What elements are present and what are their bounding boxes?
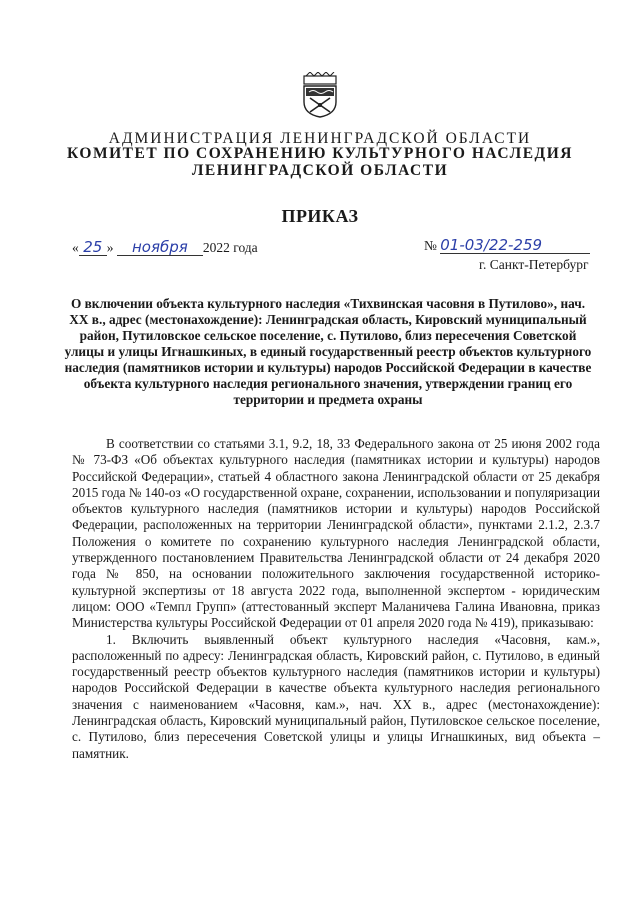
number-prefix: №: [424, 238, 437, 253]
order-date: [72, 240, 258, 256]
document-title: ПРИКАЗ: [281, 206, 359, 226]
order-city: г. Санкт-Петербург: [479, 257, 589, 272]
date-close-quote: »: [106, 240, 114, 255]
number-value: 01-03/22-259: [440, 236, 543, 254]
date-year: 2022 года: [202, 240, 258, 255]
date-open-quote: «: [72, 240, 79, 255]
order-number: [424, 238, 590, 254]
committee-region: ЛЕНИНГРАДСКОЙ ОБЛАСТИ: [191, 162, 449, 179]
administration-name: АДМИНИСТРАЦИЯ ЛЕНИНГРАДСКОЙ ОБЛАСТИ: [108, 130, 532, 147]
date-month: ноября: [131, 238, 188, 256]
body-paragraph-2: 1. Включить выявленный объект культурного наследия «Часовня, кам.», расположенный по адресу: Ленинградская область, Кировский район, с. Путилово, в единый государственный реестр объектов культурного наследия (памятников истории и культуры) народов Российской Федерации в качестве объекта культурного наследия регионального значения с наименованием «Часовня, кам.», нач. XX в., адрес (местонахождение): Ленинградская область, Кировский муниципальный район, Путиловское сельское поселение, с. Путилово, близ пересечения Советской улицы и улицы Игнашкиных, вид объекта – памятник.: [72, 631, 600, 761]
date-day: 25: [83, 238, 103, 256]
body-paragraph-1: В соответствии со статьями 3.1, 9.2, 18, 33 Федерального закона от 25 июня 2002 года № 73-ФЗ «Об объектах культурного наследия (памятниках истории и культуры) народов Российской Федерации», статьей 4 областного закона Ленинградской области от 25 декабря 2015 года № 140-оз «О государственной охране, сохранении, использовании и популяризации объектов культурного наследия (памятников истории и культуры) народов Российской Федерации, расположенных на территории Ленинградской области», пунктами 2.1.2, 2.3.7 Положения о комитете по сохранению культурного наследия Ленинградской области, утвержденного постановлением Правительства Ленинградской области от 24 декабря 2020 года № 850, на основании положительного заключения государственной историко-культурной экспертизы от 18 августа 2022 года, выполненной экспертом - юридическим лицом: ООО «Темпл Групп» (аттестованный эксперт Маланичева Галина Ивановна, приказ Министерства культуры Российской Федерации от 01 апреля 2020 года № 419), приказываю:: [72, 436, 601, 631]
committee-name: КОМИТЕТ ПО СОХРАНЕНИЮ КУЛЬТУРНОГО НАСЛЕДИЯ: [67, 145, 573, 162]
order-subject: О включении объекта культурного наследия «Тихвинская часовня в Путилово», нач. XX в., адрес (местонахождение): Ленинградская область, Кировский муниципальный район, Путиловское сельское поселение, с. Путилово, близ пересечения Советской улицы и улицы Игнашкиных, в единый государственный реестр объектов культурного наследия (памятников истории и культуры) народов Российской Федерации в качестве объекта культурного наследия регионального значения, утверждении границ его территории и предмета охраны: [64, 296, 592, 407]
coat-of-arms-emblem: [302, 72, 338, 118]
order-body: [72, 436, 600, 762]
